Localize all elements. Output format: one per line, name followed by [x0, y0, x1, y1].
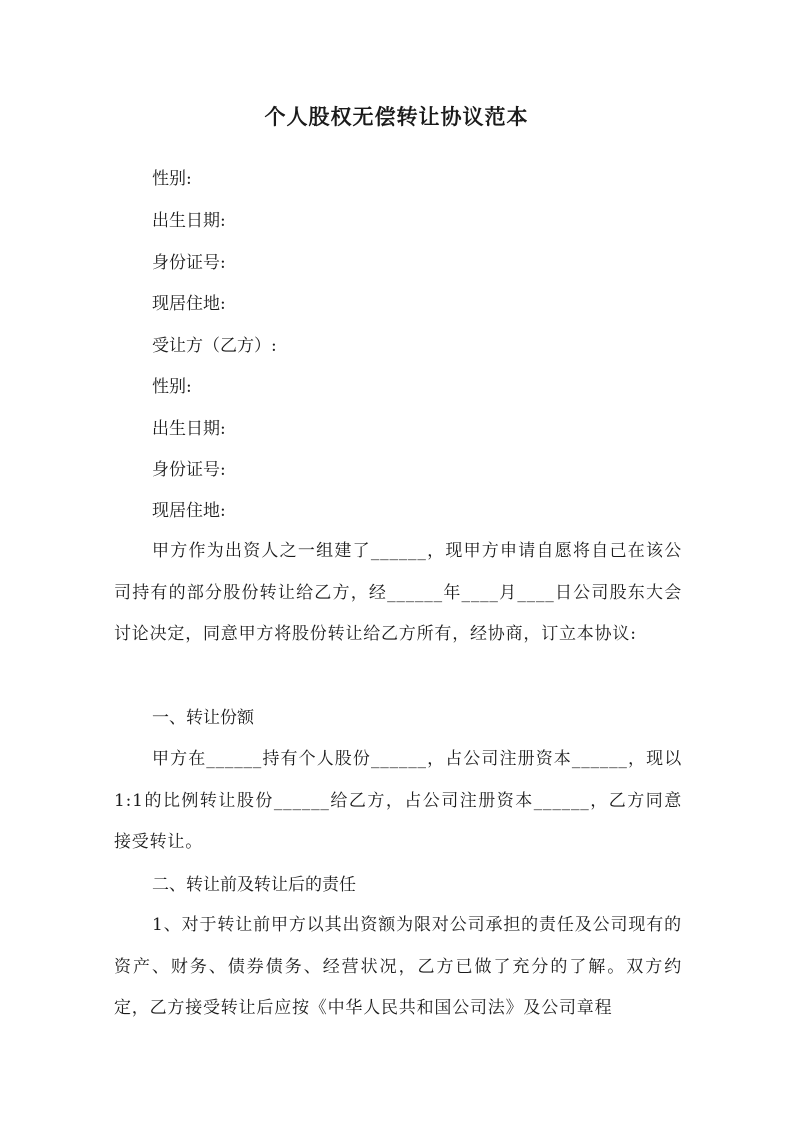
party-a-address-field: 现居住地:	[152, 294, 226, 314]
party-a-id-number-field: 身份证号:	[152, 253, 226, 273]
party-a-gender-field: 性别:	[152, 169, 192, 189]
section-1-paragraph: 甲方在______持有个人股份______，占公司注册资本______，现以1:1的比例转让股份______给乙方，占公司注册资本______，乙方同意接受转让。	[114, 749, 682, 852]
party-a-birth-date-field: 出生日期:	[152, 211, 226, 231]
party-b-label: 受让方（乙方）:	[152, 336, 277, 356]
party-b-gender-field: 性别:	[152, 377, 192, 397]
section-2-heading: 二、转让前及转让后的责任	[152, 875, 356, 895]
party-b-birth-date-field: 出生日期:	[152, 419, 226, 439]
party-b-address-field: 现居住地:	[152, 501, 226, 521]
section-1-heading: 一、转让份额	[152, 708, 254, 728]
document-title: 个人股权无偿转让协议范本	[264, 105, 529, 129]
party-b-id-number-field: 身份证号:	[152, 460, 226, 480]
intro-paragraph: 甲方作为出资人之一组建了______，现甲方申请自愿将自己在该公司持有的部分股份转让给乙方，经______年____月____日公司股东大会讨论决定，同意甲方将股份转让给乙方所有，经协商，订立本协议:	[114, 541, 682, 644]
section-2-paragraph: 1、对于转让前甲方以其出资额为限对公司承担的责任及公司现有的资产、财务、债券债务、经营状况，乙方已做了充分的了解。双方约定，乙方接受转让后应按《中华人民共和国公司法》及公司章程	[114, 915, 682, 1018]
